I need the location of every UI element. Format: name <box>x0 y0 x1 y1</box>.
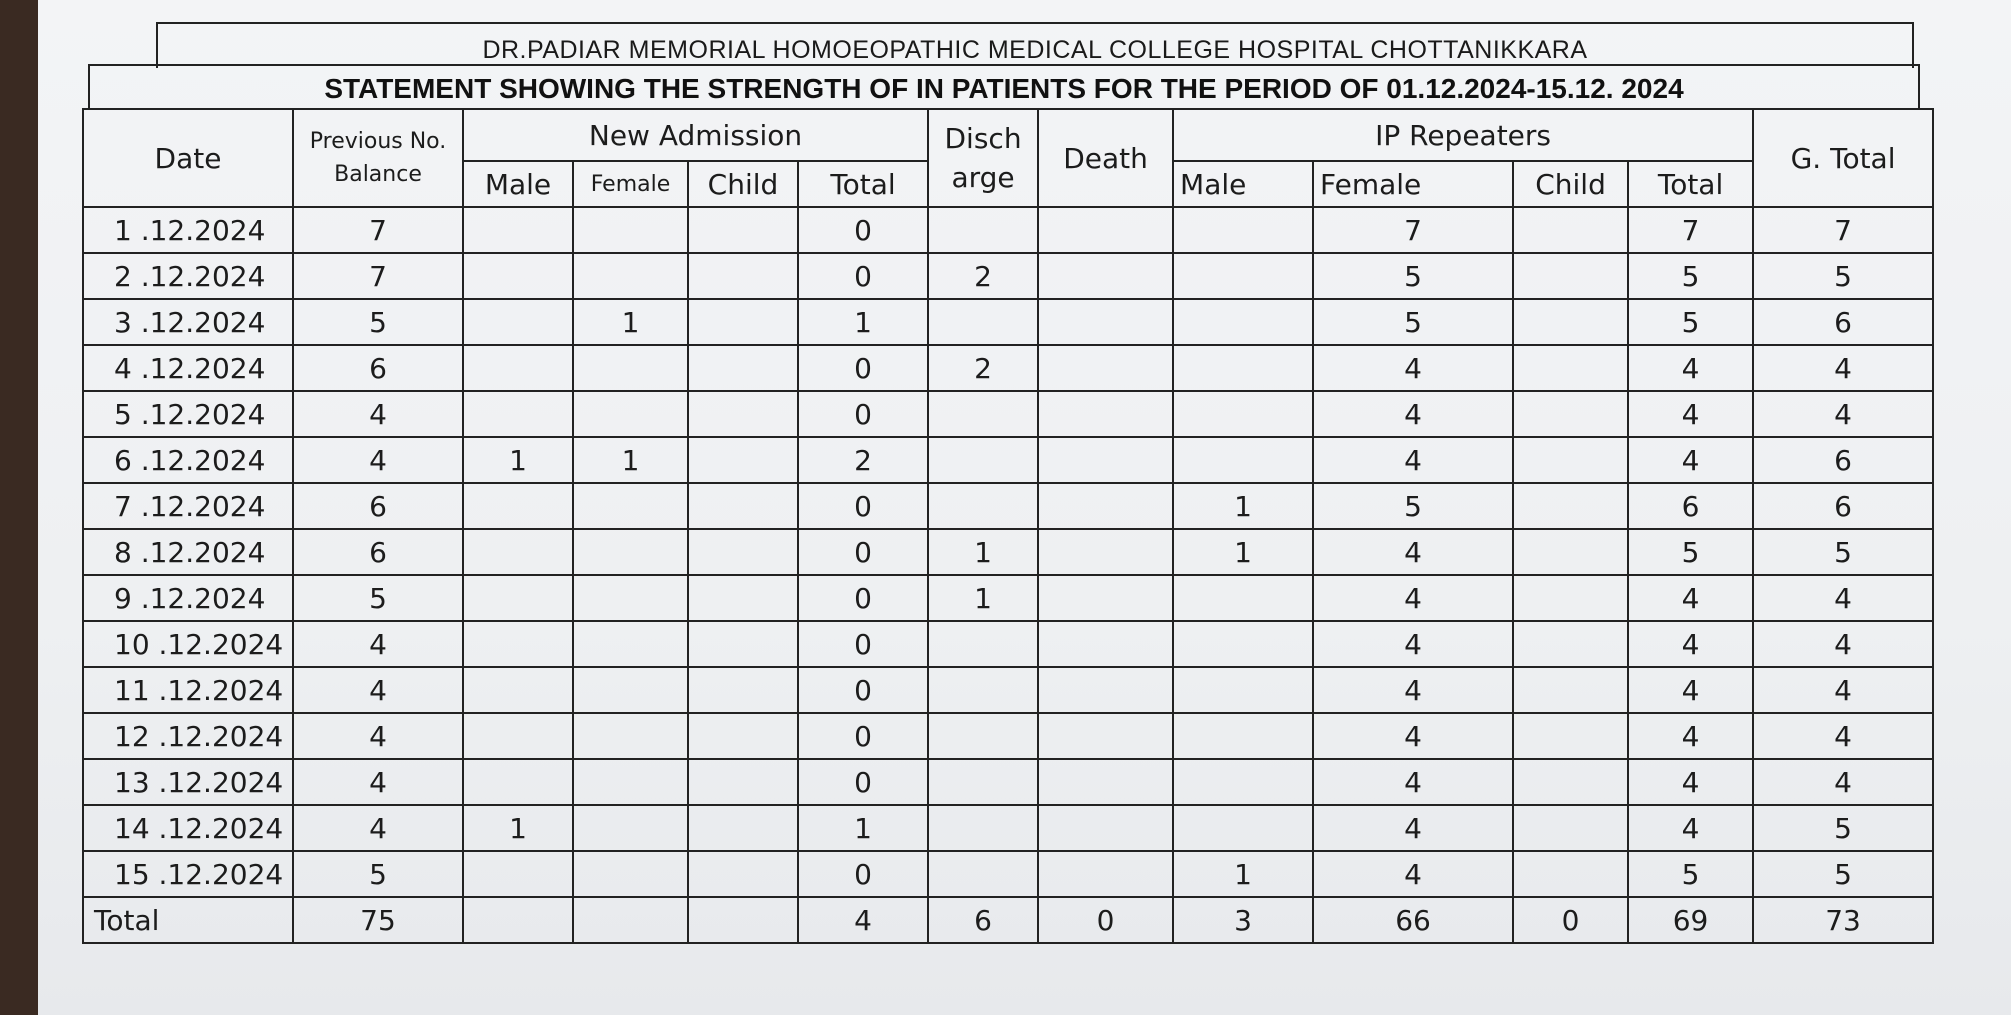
cell-ip-female: 4 <box>1313 437 1513 483</box>
cell-ip-male <box>1173 299 1313 345</box>
cell-na-female <box>573 667 688 713</box>
header-row-1 <box>83 109 1933 161</box>
cell-previous-balance: 4 <box>293 667 463 713</box>
cell-g-total: 5 <box>1753 805 1933 851</box>
cell-g-total: 5 <box>1753 253 1933 299</box>
table-row <box>83 713 1933 759</box>
cell-date: 11 .12.2024 <box>83 667 293 713</box>
cell-ip-female: 4 <box>1313 575 1513 621</box>
col-header-death: Death <box>1038 109 1173 207</box>
cell-death <box>1038 667 1173 713</box>
cell-ip-male <box>1173 391 1313 437</box>
totals-ip-child: 0 <box>1513 897 1628 943</box>
cell-na-child <box>688 483 798 529</box>
cell-g-total: 4 <box>1753 575 1933 621</box>
cell-discharge <box>928 299 1038 345</box>
cell-g-total: 4 <box>1753 621 1933 667</box>
cell-ip-male <box>1173 621 1313 667</box>
cell-date: 12 .12.2024 <box>83 713 293 759</box>
table-body <box>83 207 1933 897</box>
col-header-previous-line1: Previous No. <box>309 129 447 154</box>
cell-ip-child <box>1513 345 1628 391</box>
cell-na-male <box>463 345 573 391</box>
cell-na-female: 1 <box>573 437 688 483</box>
cell-date: 13 .12.2024 <box>83 759 293 805</box>
cell-previous-balance: 4 <box>293 391 463 437</box>
col-header-na-child: Child <box>688 161 798 207</box>
cell-death <box>1038 713 1173 759</box>
cell-date: 8 .12.2024 <box>83 529 293 575</box>
cell-death <box>1038 207 1173 253</box>
totals-na-child <box>688 897 798 943</box>
cell-ip-child <box>1513 391 1628 437</box>
cell-date: 3 .12.2024 <box>83 299 293 345</box>
cell-na-female <box>573 253 688 299</box>
cell-na-child <box>688 575 798 621</box>
cell-na-total: 0 <box>798 529 928 575</box>
cell-previous-balance: 4 <box>293 621 463 667</box>
col-header-ip-total: Total <box>1628 161 1753 207</box>
cell-discharge <box>928 805 1038 851</box>
cell-g-total: 5 <box>1753 851 1933 897</box>
cell-ip-female: 4 <box>1313 345 1513 391</box>
totals-discharge: 6 <box>928 897 1038 943</box>
cell-ip-total: 5 <box>1628 299 1753 345</box>
cell-discharge <box>928 483 1038 529</box>
col-header-previous-line2: Balance <box>334 162 422 187</box>
cell-na-female <box>573 805 688 851</box>
cell-death <box>1038 851 1173 897</box>
cell-discharge: 2 <box>928 253 1038 299</box>
cell-ip-male: 1 <box>1173 529 1313 575</box>
cell-na-total: 0 <box>798 667 928 713</box>
cell-ip-male <box>1173 759 1313 805</box>
cell-ip-total: 4 <box>1628 437 1753 483</box>
cell-death <box>1038 253 1173 299</box>
cell-ip-male <box>1173 713 1313 759</box>
cell-discharge <box>928 437 1038 483</box>
cell-ip-female: 5 <box>1313 299 1513 345</box>
cell-ip-child <box>1513 437 1628 483</box>
cell-na-total: 1 <box>798 299 928 345</box>
cell-discharge <box>928 667 1038 713</box>
cell-na-female <box>573 851 688 897</box>
cell-g-total: 6 <box>1753 483 1933 529</box>
cell-na-female <box>573 207 688 253</box>
cell-ip-total: 5 <box>1628 851 1753 897</box>
totals-prev: 75 <box>293 897 463 943</box>
cell-ip-male <box>1173 253 1313 299</box>
totals-ip-female: 66 <box>1313 897 1513 943</box>
cell-na-child <box>688 207 798 253</box>
cell-na-child <box>688 299 798 345</box>
cell-ip-total: 4 <box>1628 391 1753 437</box>
cell-ip-total: 4 <box>1628 621 1753 667</box>
cell-g-total: 6 <box>1753 437 1933 483</box>
totals-na-female <box>573 897 688 943</box>
cell-discharge: 1 <box>928 529 1038 575</box>
cell-ip-female: 4 <box>1313 391 1513 437</box>
cell-na-female: 1 <box>573 299 688 345</box>
table-row <box>83 805 1933 851</box>
col-header-discharge-line2: arge <box>951 161 1015 194</box>
cell-na-child <box>688 667 798 713</box>
cell-g-total: 6 <box>1753 299 1933 345</box>
cell-na-child <box>688 759 798 805</box>
cell-na-male: 1 <box>463 805 573 851</box>
table-row <box>83 667 1933 713</box>
cell-ip-child <box>1513 575 1628 621</box>
col-header-na-total: Total <box>798 161 928 207</box>
hospital-title-box <box>156 22 1914 68</box>
cell-ip-child <box>1513 667 1628 713</box>
totals-ip-male: 3 <box>1173 897 1313 943</box>
cell-date: 10 .12.2024 <box>83 621 293 667</box>
table-row <box>83 759 1933 805</box>
cell-ip-total: 4 <box>1628 805 1753 851</box>
cell-date: 15 .12.2024 <box>83 851 293 897</box>
table-row <box>83 207 1933 253</box>
cell-death <box>1038 437 1173 483</box>
cell-g-total: 7 <box>1753 207 1933 253</box>
cell-date: 6 .12.2024 <box>83 437 293 483</box>
cell-na-total: 0 <box>798 575 928 621</box>
cell-ip-child <box>1513 713 1628 759</box>
cell-na-total: 0 <box>798 713 928 759</box>
cell-na-female <box>573 483 688 529</box>
col-header-ip-female: Female <box>1313 161 1513 207</box>
cell-ip-total: 5 <box>1628 253 1753 299</box>
cell-g-total: 5 <box>1753 529 1933 575</box>
cell-discharge: 2 <box>928 345 1038 391</box>
col-header-na-male: Male <box>463 161 573 207</box>
cell-ip-male <box>1173 437 1313 483</box>
cell-ip-child <box>1513 621 1628 667</box>
totals-na-male <box>463 897 573 943</box>
col-header-na-female: Female <box>573 161 688 207</box>
cell-previous-balance: 6 <box>293 345 463 391</box>
cell-death <box>1038 529 1173 575</box>
cell-ip-male: 1 <box>1173 483 1313 529</box>
cell-g-total: 4 <box>1753 759 1933 805</box>
table-row <box>83 299 1933 345</box>
cell-na-male <box>463 391 573 437</box>
cell-discharge <box>928 759 1038 805</box>
cell-ip-male <box>1173 805 1313 851</box>
cell-ip-female: 4 <box>1313 759 1513 805</box>
cell-na-male: 1 <box>463 437 573 483</box>
cell-discharge <box>928 207 1038 253</box>
cell-na-child <box>688 621 798 667</box>
cell-date: 5 .12.2024 <box>83 391 293 437</box>
cell-previous-balance: 5 <box>293 575 463 621</box>
cell-ip-female: 4 <box>1313 713 1513 759</box>
cell-discharge <box>928 713 1038 759</box>
cell-death <box>1038 575 1173 621</box>
cell-ip-total: 4 <box>1628 667 1753 713</box>
cell-na-male <box>463 529 573 575</box>
col-header-g-total: G. Total <box>1753 109 1933 207</box>
cell-ip-total: 4 <box>1628 575 1753 621</box>
cell-previous-balance: 4 <box>293 805 463 851</box>
hospital-title: DR.PADIAR MEMORIAL HOMOEOPATHIC MEDICAL COLLEGE HOSPITAL CHOTTANIKKARA <box>482 36 1588 64</box>
cell-ip-male <box>1173 667 1313 713</box>
cell-ip-male <box>1173 575 1313 621</box>
cell-g-total: 4 <box>1753 345 1933 391</box>
cell-na-child <box>688 345 798 391</box>
cell-ip-female: 4 <box>1313 805 1513 851</box>
cell-g-total: 4 <box>1753 391 1933 437</box>
table-row <box>83 437 1933 483</box>
cell-discharge <box>928 851 1038 897</box>
cell-death <box>1038 345 1173 391</box>
cell-g-total: 4 <box>1753 713 1933 759</box>
cell-date: 1 .12.2024 <box>83 207 293 253</box>
cell-na-male <box>463 299 573 345</box>
cell-ip-child <box>1513 253 1628 299</box>
cell-na-male <box>463 483 573 529</box>
totals-label: Total <box>83 897 293 943</box>
cell-ip-female: 7 <box>1313 207 1513 253</box>
cell-na-female <box>573 759 688 805</box>
cell-na-total: 0 <box>798 391 928 437</box>
cell-na-total: 0 <box>798 253 928 299</box>
cell-na-male <box>463 667 573 713</box>
cell-previous-balance: 6 <box>293 483 463 529</box>
cell-na-male <box>463 575 573 621</box>
cell-na-total: 0 <box>798 759 928 805</box>
col-header-discharge-line1: Disch <box>944 122 1022 155</box>
cell-ip-female: 4 <box>1313 851 1513 897</box>
cell-ip-female: 5 <box>1313 483 1513 529</box>
col-header-ip-male: Male <box>1173 161 1313 207</box>
totals-na-total: 4 <box>798 897 928 943</box>
cell-na-male <box>463 851 573 897</box>
cell-ip-total: 4 <box>1628 759 1753 805</box>
cell-date: 9 .12.2024 <box>83 575 293 621</box>
cell-ip-child <box>1513 851 1628 897</box>
cell-previous-balance: 6 <box>293 529 463 575</box>
cell-na-child <box>688 253 798 299</box>
cell-na-female <box>573 713 688 759</box>
totals-ip-total: 69 <box>1628 897 1753 943</box>
table-row <box>83 391 1933 437</box>
cell-na-child <box>688 805 798 851</box>
cell-date: 7 .12.2024 <box>83 483 293 529</box>
table-row <box>83 851 1933 897</box>
cell-na-total: 1 <box>798 805 928 851</box>
statement-title: STATEMENT SHOWING THE STRENGTH OF IN PATIENTS FOR THE PERIOD OF 01.12.2024-15.12. 2024 <box>88 64 1920 110</box>
cell-ip-male: 1 <box>1173 851 1313 897</box>
cell-previous-balance: 7 <box>293 207 463 253</box>
totals-death: 0 <box>1038 897 1173 943</box>
cell-g-total: 4 <box>1753 667 1933 713</box>
col-header-date: Date <box>83 109 293 207</box>
cell-death <box>1038 483 1173 529</box>
table-row <box>83 621 1933 667</box>
cell-na-total: 0 <box>798 851 928 897</box>
cell-ip-female: 5 <box>1313 253 1513 299</box>
cell-ip-total: 7 <box>1628 207 1753 253</box>
cell-ip-male <box>1173 207 1313 253</box>
cell-ip-total: 4 <box>1628 713 1753 759</box>
totals-g-total: 73 <box>1753 897 1933 943</box>
cell-ip-child <box>1513 529 1628 575</box>
cell-na-male <box>463 759 573 805</box>
cell-ip-female: 4 <box>1313 621 1513 667</box>
table-row <box>83 575 1933 621</box>
cell-ip-child <box>1513 207 1628 253</box>
cell-ip-male <box>1173 345 1313 391</box>
table-row <box>83 483 1933 529</box>
cell-previous-balance: 5 <box>293 851 463 897</box>
cell-previous-balance: 4 <box>293 759 463 805</box>
inpatient-strength-table <box>82 108 1934 944</box>
col-header-ip-repeaters: IP Repeaters <box>1173 109 1753 161</box>
cell-ip-female: 4 <box>1313 529 1513 575</box>
cell-na-male <box>463 207 573 253</box>
cell-ip-total: 6 <box>1628 483 1753 529</box>
cell-ip-total: 5 <box>1628 529 1753 575</box>
cell-na-child <box>688 529 798 575</box>
cell-na-female <box>573 529 688 575</box>
cell-date: 14 .12.2024 <box>83 805 293 851</box>
cell-na-total: 0 <box>798 483 928 529</box>
cell-death <box>1038 759 1173 805</box>
col-header-ip-child: Child <box>1513 161 1628 207</box>
cell-ip-total: 4 <box>1628 345 1753 391</box>
table-row <box>83 529 1933 575</box>
cell-discharge <box>928 391 1038 437</box>
cell-na-child <box>688 437 798 483</box>
cell-date: 4 .12.2024 <box>83 345 293 391</box>
cell-ip-child <box>1513 299 1628 345</box>
cell-na-child <box>688 851 798 897</box>
cell-na-female <box>573 345 688 391</box>
col-header-new-admission: New Admission <box>463 109 928 161</box>
cell-death <box>1038 805 1173 851</box>
cell-ip-child <box>1513 759 1628 805</box>
cell-previous-balance: 5 <box>293 299 463 345</box>
cell-discharge: 1 <box>928 575 1038 621</box>
cell-ip-female: 4 <box>1313 667 1513 713</box>
cell-na-male <box>463 253 573 299</box>
totals-row <box>83 897 1933 943</box>
cell-na-male <box>463 713 573 759</box>
col-header-previous-balance <box>293 109 463 207</box>
cell-ip-child <box>1513 483 1628 529</box>
cell-death <box>1038 621 1173 667</box>
table-row <box>83 345 1933 391</box>
cell-previous-balance: 4 <box>293 713 463 759</box>
cell-na-total: 0 <box>798 621 928 667</box>
cell-na-child <box>688 391 798 437</box>
cell-na-male <box>463 621 573 667</box>
cell-ip-child <box>1513 805 1628 851</box>
cell-previous-balance: 4 <box>293 437 463 483</box>
cell-na-total: 0 <box>798 345 928 391</box>
cell-previous-balance: 7 <box>293 253 463 299</box>
cell-na-female <box>573 391 688 437</box>
cell-death <box>1038 299 1173 345</box>
table-row <box>83 253 1933 299</box>
cell-date: 2 .12.2024 <box>83 253 293 299</box>
col-header-discharge <box>928 109 1038 207</box>
cell-na-female <box>573 621 688 667</box>
cell-na-total: 0 <box>798 207 928 253</box>
cell-discharge <box>928 621 1038 667</box>
cell-death <box>1038 391 1173 437</box>
cell-na-child <box>688 713 798 759</box>
cell-na-total: 2 <box>798 437 928 483</box>
cell-na-female <box>573 575 688 621</box>
